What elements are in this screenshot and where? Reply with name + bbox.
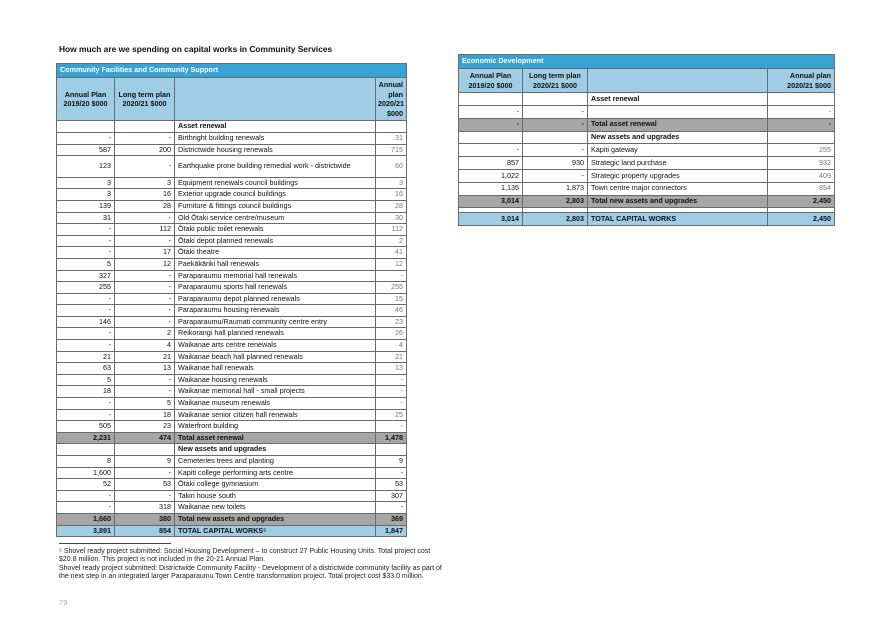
- cell-description: Equipment renewals council buildings: [175, 177, 376, 189]
- table-row: [57, 479, 407, 491]
- cell-annual-plan-2019: 587: [57, 144, 115, 156]
- col-header-annual-plan-2019: Annual Plan 2019/20 $000: [459, 69, 523, 93]
- cell-annual-plan-2019: 255: [57, 282, 115, 294]
- cell-annual-plan-2020: -: [768, 118, 835, 131]
- cell-long-term-plan: -: [115, 235, 175, 247]
- col-header-description: [588, 69, 768, 93]
- table-row: [57, 247, 407, 259]
- community-table-body: [57, 121, 407, 537]
- cell-description: Ōtaki public toilet renewals: [175, 224, 376, 236]
- table-row: [57, 144, 407, 156]
- section-row: [57, 121, 407, 133]
- cell-long-term-plan: -: [115, 490, 175, 502]
- cell-description: Paraparaumu depot planned renewals: [175, 293, 376, 305]
- cell-annual-plan-2020: 46: [376, 305, 407, 317]
- cell-long-term-plan: 5: [115, 398, 175, 410]
- table-row: [57, 340, 407, 352]
- cell-annual-plan-2020: -: [376, 502, 407, 514]
- page-number: 79: [59, 598, 68, 607]
- cell-long-term-plan: -: [523, 118, 588, 131]
- cell-annual-plan-2020: 9: [376, 456, 407, 468]
- cell-long-term-plan: 13: [115, 363, 175, 375]
- cell-annual-plan-2019: 3,014: [459, 213, 523, 226]
- cell-description: Waikanae museum renewals: [175, 398, 376, 410]
- cell-long-term-plan: 854: [115, 525, 175, 537]
- cell-long-term-plan: -: [523, 144, 588, 157]
- cell-annual-plan-2019: 31: [57, 212, 115, 224]
- cell-annual-plan-2019: -: [57, 305, 115, 317]
- table-row: [57, 200, 407, 212]
- cell-description: Waikanae beach hall planned renewals: [175, 351, 376, 363]
- community-table-title: Community Facilities and Community Support: [57, 64, 407, 78]
- cell-long-term-plan: -: [115, 374, 175, 386]
- cell-annual-plan-2020: 1,847: [376, 525, 407, 537]
- cell-annual-plan-2019: [459, 93, 523, 106]
- table-row: [57, 212, 407, 224]
- cell-long-term-plan: -: [115, 386, 175, 398]
- table-row: [57, 386, 407, 398]
- cell-annual-plan-2020: 53: [376, 479, 407, 491]
- cell-annual-plan-2020: 255: [768, 144, 835, 157]
- cell-long-term-plan: 2,803: [523, 213, 588, 226]
- col-header-annual-plan-2020: Annual plan 2020/21 $000: [376, 78, 407, 121]
- cell-annual-plan-2019: 3: [57, 189, 115, 201]
- cell-annual-plan-2019: -: [57, 132, 115, 144]
- cell-description: Total asset renewal: [588, 118, 768, 131]
- col-header-description: [175, 78, 376, 121]
- cell-long-term-plan: [523, 93, 588, 106]
- cell-long-term-plan: 16: [115, 189, 175, 201]
- cell-description: Paraparaumu housing renewals: [175, 305, 376, 317]
- cell-annual-plan-2020: 1,478: [376, 432, 407, 444]
- cell-annual-plan-2020: 307: [376, 490, 407, 502]
- cell-long-term-plan: 4: [115, 340, 175, 352]
- cell-long-term-plan: 12: [115, 258, 175, 270]
- cell-description: TOTAL CAPITAL WORKS⁵: [175, 525, 376, 537]
- table-row: [57, 374, 407, 386]
- cell-description: Strategic land purchase: [588, 157, 768, 170]
- cell-long-term-plan: 318: [115, 502, 175, 514]
- table-row: [57, 398, 407, 410]
- grand-total-row: [459, 213, 835, 226]
- cell-description: New assets and upgrades: [175, 444, 376, 456]
- cell-long-term-plan: -: [115, 156, 175, 178]
- cell-annual-plan-2020: 112: [376, 224, 407, 236]
- cell-annual-plan-2020: 16: [376, 189, 407, 201]
- table-row: [57, 177, 407, 189]
- cell-description: Waikanae new toilets: [175, 502, 376, 514]
- cell-description: TOTAL CAPITAL WORKS: [588, 213, 768, 226]
- table-row: [57, 363, 407, 375]
- cell-description: Waikanae memorial hall - small projects: [175, 386, 376, 398]
- cell-long-term-plan: 53: [115, 479, 175, 491]
- cell-description: Total asset renewal: [175, 432, 376, 444]
- cell-long-term-plan: -: [115, 305, 175, 317]
- cell-annual-plan-2019: 5: [57, 258, 115, 270]
- page-heading: How much are we spending on capital works in Community Services: [59, 44, 333, 54]
- cell-annual-plan-2019: [459, 131, 523, 144]
- cell-description: Paraparaumu memorial hall renewals: [175, 270, 376, 282]
- cell-annual-plan-2019: -: [57, 224, 115, 236]
- table-row: [57, 351, 407, 363]
- cell-description: Waikanae senior citizen hall renewals: [175, 409, 376, 421]
- cell-description: Exterior upgrade council buildings: [175, 189, 376, 201]
- cell-description: Old Ōtaki service centre/museum: [175, 212, 376, 224]
- cell-long-term-plan: [523, 131, 588, 144]
- cell-annual-plan-2020: 31: [376, 132, 407, 144]
- cell-annual-plan-2020: 30: [376, 212, 407, 224]
- cell-annual-plan-2019: 52: [57, 479, 115, 491]
- cell-description: [588, 105, 768, 118]
- economic-table-body: [459, 93, 835, 226]
- cell-annual-plan-2020: 854: [768, 182, 835, 195]
- cell-annual-plan-2019: -: [57, 340, 115, 352]
- table-row: [57, 305, 407, 317]
- table-row: [57, 490, 407, 502]
- cell-annual-plan-2020: -: [376, 270, 407, 282]
- cell-description: Waikanae hall renewals: [175, 363, 376, 375]
- cell-annual-plan-2019: 63: [57, 363, 115, 375]
- cell-annual-plan-2020: 23: [376, 316, 407, 328]
- cell-annual-plan-2019: -: [57, 235, 115, 247]
- cell-annual-plan-2019: -: [57, 490, 115, 502]
- cell-annual-plan-2020: 4: [376, 340, 407, 352]
- table-row: [57, 456, 407, 468]
- cell-annual-plan-2020: 12: [376, 258, 407, 270]
- cell-annual-plan-2019: -: [57, 293, 115, 305]
- cell-description: Takiri house south: [175, 490, 376, 502]
- cell-description: Reikorangi hall planned renewals: [175, 328, 376, 340]
- cell-long-term-plan: -: [115, 293, 175, 305]
- cell-description: Kapiti gateway: [588, 144, 768, 157]
- table-row: [57, 258, 407, 270]
- col-header-long-term-plan: Long term plan 2020/21 $000: [115, 78, 175, 121]
- cell-long-term-plan: [115, 121, 175, 133]
- cell-annual-plan-2020: 13: [376, 363, 407, 375]
- table-row: [57, 409, 407, 421]
- cell-description: Earthquake prone building remedial work - districtwide: [175, 156, 376, 178]
- cell-annual-plan-2020: [376, 444, 407, 456]
- cell-annual-plan-2020: [768, 131, 835, 144]
- table-row: [57, 293, 407, 305]
- cell-annual-plan-2020: -: [376, 421, 407, 433]
- cell-long-term-plan: 112: [115, 224, 175, 236]
- cell-description: Ōtaki college gymnasium: [175, 479, 376, 491]
- cell-description: Paraparaumu sports hall renewals: [175, 282, 376, 294]
- cell-description: Total new assets and upgrades: [588, 195, 768, 208]
- cell-long-term-plan: -: [115, 270, 175, 282]
- cell-long-term-plan: -: [115, 316, 175, 328]
- cell-long-term-plan: 18: [115, 409, 175, 421]
- cell-annual-plan-2020: 26: [376, 328, 407, 340]
- cell-annual-plan-2019: 139: [57, 200, 115, 212]
- cell-annual-plan-2019: 857: [459, 157, 523, 170]
- cell-long-term-plan: 2,803: [523, 195, 588, 208]
- cell-annual-plan-2019: 123: [57, 156, 115, 178]
- cell-annual-plan-2019: 327: [57, 270, 115, 282]
- cell-description: Asset renewal: [588, 93, 768, 106]
- cell-annual-plan-2020: 932: [768, 157, 835, 170]
- cell-long-term-plan: -: [115, 132, 175, 144]
- footnote-line-2: Shovel ready project submitted: Districtwide Community Facility - Development of a districtwide community facility as part of the next step in an integrated larger Paraparaumu Town Centre transformation project. Total project cost $33.0 million.: [59, 564, 442, 580]
- cell-long-term-plan: 930: [523, 157, 588, 170]
- cell-description: Paraparaumu/Raumati community centre entry: [175, 316, 376, 328]
- economic-development-table: [458, 54, 835, 226]
- cell-annual-plan-2020: -: [376, 467, 407, 479]
- table-row: [57, 328, 407, 340]
- grand-total-row: [57, 525, 407, 537]
- cell-annual-plan-2019: 1,135: [459, 182, 523, 195]
- col-header-annual-plan-2019: Annual Plan 2019/20 $000: [57, 78, 115, 121]
- table-row: [57, 189, 407, 201]
- cell-annual-plan-2019: [57, 444, 115, 456]
- total-row: [459, 195, 835, 208]
- cell-annual-plan-2020: 2,450: [768, 195, 835, 208]
- cell-annual-plan-2020: [376, 121, 407, 133]
- section-row: [459, 93, 835, 106]
- cell-annual-plan-2019: [57, 121, 115, 133]
- cell-annual-plan-2019: 1,660: [57, 513, 115, 525]
- cell-annual-plan-2020: 409: [768, 169, 835, 182]
- table-row: [57, 224, 407, 236]
- cell-description: Strategic property upgrades: [588, 169, 768, 182]
- cell-annual-plan-2019: 3,891: [57, 525, 115, 537]
- cell-description: Ōtaki theatre: [175, 247, 376, 259]
- cell-annual-plan-2019: -: [57, 502, 115, 514]
- cell-annual-plan-2020: 3: [376, 177, 407, 189]
- cell-annual-plan-2020: [768, 93, 835, 106]
- cell-long-term-plan: 28: [115, 200, 175, 212]
- footnote-line-1: ⁵ Shovel ready project submitted: Social Housing Development – to construct 27 Public Housing Units. Total project cost $20.8 million. This project is not included in the 20-21 Annual Plan.: [59, 548, 431, 564]
- cell-description: Waikanae housing renewals: [175, 374, 376, 386]
- cell-annual-plan-2020: 15: [376, 293, 407, 305]
- cell-annual-plan-2020: 41: [376, 247, 407, 259]
- cell-description: Birthright building renewals: [175, 132, 376, 144]
- cell-description: Waterfront building: [175, 421, 376, 433]
- cell-long-term-plan: -: [115, 282, 175, 294]
- table-row: [57, 270, 407, 282]
- cell-description: Cemeteries trees and planting: [175, 456, 376, 468]
- table-row: [459, 144, 835, 157]
- cell-description: Total new assets and upgrades: [175, 513, 376, 525]
- cell-long-term-plan: 1,873: [523, 182, 588, 195]
- cell-annual-plan-2020: 255: [376, 282, 407, 294]
- cell-annual-plan-2019: 8: [57, 456, 115, 468]
- cell-long-term-plan: 9: [115, 456, 175, 468]
- cell-annual-plan-2020: 715: [376, 144, 407, 156]
- cell-long-term-plan: [115, 444, 175, 456]
- cell-annual-plan-2019: -: [459, 118, 523, 131]
- cell-description: Kapiti college performing arts centre: [175, 467, 376, 479]
- cell-annual-plan-2019: -: [57, 247, 115, 259]
- cell-annual-plan-2020: -: [768, 105, 835, 118]
- cell-annual-plan-2019: 21: [57, 351, 115, 363]
- cell-annual-plan-2019: 3: [57, 177, 115, 189]
- cell-annual-plan-2019: 5: [57, 374, 115, 386]
- cell-long-term-plan: 2: [115, 328, 175, 340]
- cell-long-term-plan: -: [523, 169, 588, 182]
- section-row: [57, 444, 407, 456]
- section-row: [459, 131, 835, 144]
- cell-annual-plan-2019: -: [57, 398, 115, 410]
- table-row: [459, 169, 835, 182]
- cell-annual-plan-2019: 18: [57, 386, 115, 398]
- cell-long-term-plan: -: [523, 105, 588, 118]
- cell-annual-plan-2020: -: [376, 374, 407, 386]
- cell-long-term-plan: 474: [115, 432, 175, 444]
- cell-description: Districtwide housing renewals: [175, 144, 376, 156]
- cell-annual-plan-2019: -: [459, 105, 523, 118]
- cell-long-term-plan: -: [115, 212, 175, 224]
- table-row: [459, 157, 835, 170]
- cell-annual-plan-2019: -: [459, 144, 523, 157]
- community-facilities-table: [56, 63, 407, 537]
- table-row: [57, 316, 407, 328]
- cell-description: Asset renewal: [175, 121, 376, 133]
- cell-description: Paekākāriki hall renewals: [175, 258, 376, 270]
- table-row: [57, 235, 407, 247]
- cell-annual-plan-2019: 1,022: [459, 169, 523, 182]
- total-row: [459, 118, 835, 131]
- cell-annual-plan-2019: 1,600: [57, 467, 115, 479]
- cell-description: New assets and upgrades: [588, 131, 768, 144]
- cell-long-term-plan: 23: [115, 421, 175, 433]
- cell-long-term-plan: 3: [115, 177, 175, 189]
- cell-annual-plan-2019: 3,014: [459, 195, 523, 208]
- table-row: [57, 421, 407, 433]
- cell-annual-plan-2020: 60: [376, 156, 407, 178]
- cell-annual-plan-2019: -: [57, 409, 115, 421]
- total-row: [57, 513, 407, 525]
- cell-annual-plan-2019: -: [57, 328, 115, 340]
- table-row: [57, 156, 407, 178]
- cell-annual-plan-2019: 505: [57, 421, 115, 433]
- cell-long-term-plan: 380: [115, 513, 175, 525]
- cell-annual-plan-2020: -: [376, 398, 407, 410]
- cell-annual-plan-2020: 369: [376, 513, 407, 525]
- cell-description: Furniture & fittings council buildings: [175, 200, 376, 212]
- table-row: [57, 467, 407, 479]
- cell-long-term-plan: -: [115, 467, 175, 479]
- cell-long-term-plan: 21: [115, 351, 175, 363]
- total-row: [57, 432, 407, 444]
- col-header-long-term-plan: Long term plan 2020/21 $000: [523, 69, 588, 93]
- footnote: [59, 548, 449, 581]
- table-row: [57, 132, 407, 144]
- economic-table-title: Economic Development: [459, 55, 835, 69]
- table-row: [57, 282, 407, 294]
- table-row: [459, 182, 835, 195]
- cell-annual-plan-2020: 2,450: [768, 213, 835, 226]
- cell-annual-plan-2019: 146: [57, 316, 115, 328]
- cell-annual-plan-2020: 2: [376, 235, 407, 247]
- cell-annual-plan-2020: -: [376, 386, 407, 398]
- cell-description: Town centre major connectors: [588, 182, 768, 195]
- cell-annual-plan-2019: 2,231: [57, 432, 115, 444]
- cell-annual-plan-2020: 25: [376, 409, 407, 421]
- cell-description: Ōtaki depot planned renewals: [175, 235, 376, 247]
- cell-annual-plan-2020: 21: [376, 351, 407, 363]
- col-header-annual-plan-2020: Annual plan 2020/21 $000: [768, 69, 835, 93]
- table-row: [57, 502, 407, 514]
- cell-annual-plan-2020: 28: [376, 200, 407, 212]
- cell-long-term-plan: 17: [115, 247, 175, 259]
- table-row: [459, 105, 835, 118]
- cell-long-term-plan: 200: [115, 144, 175, 156]
- footnote-divider: [59, 543, 171, 544]
- cell-description: Waikanae arts centre renewals: [175, 340, 376, 352]
